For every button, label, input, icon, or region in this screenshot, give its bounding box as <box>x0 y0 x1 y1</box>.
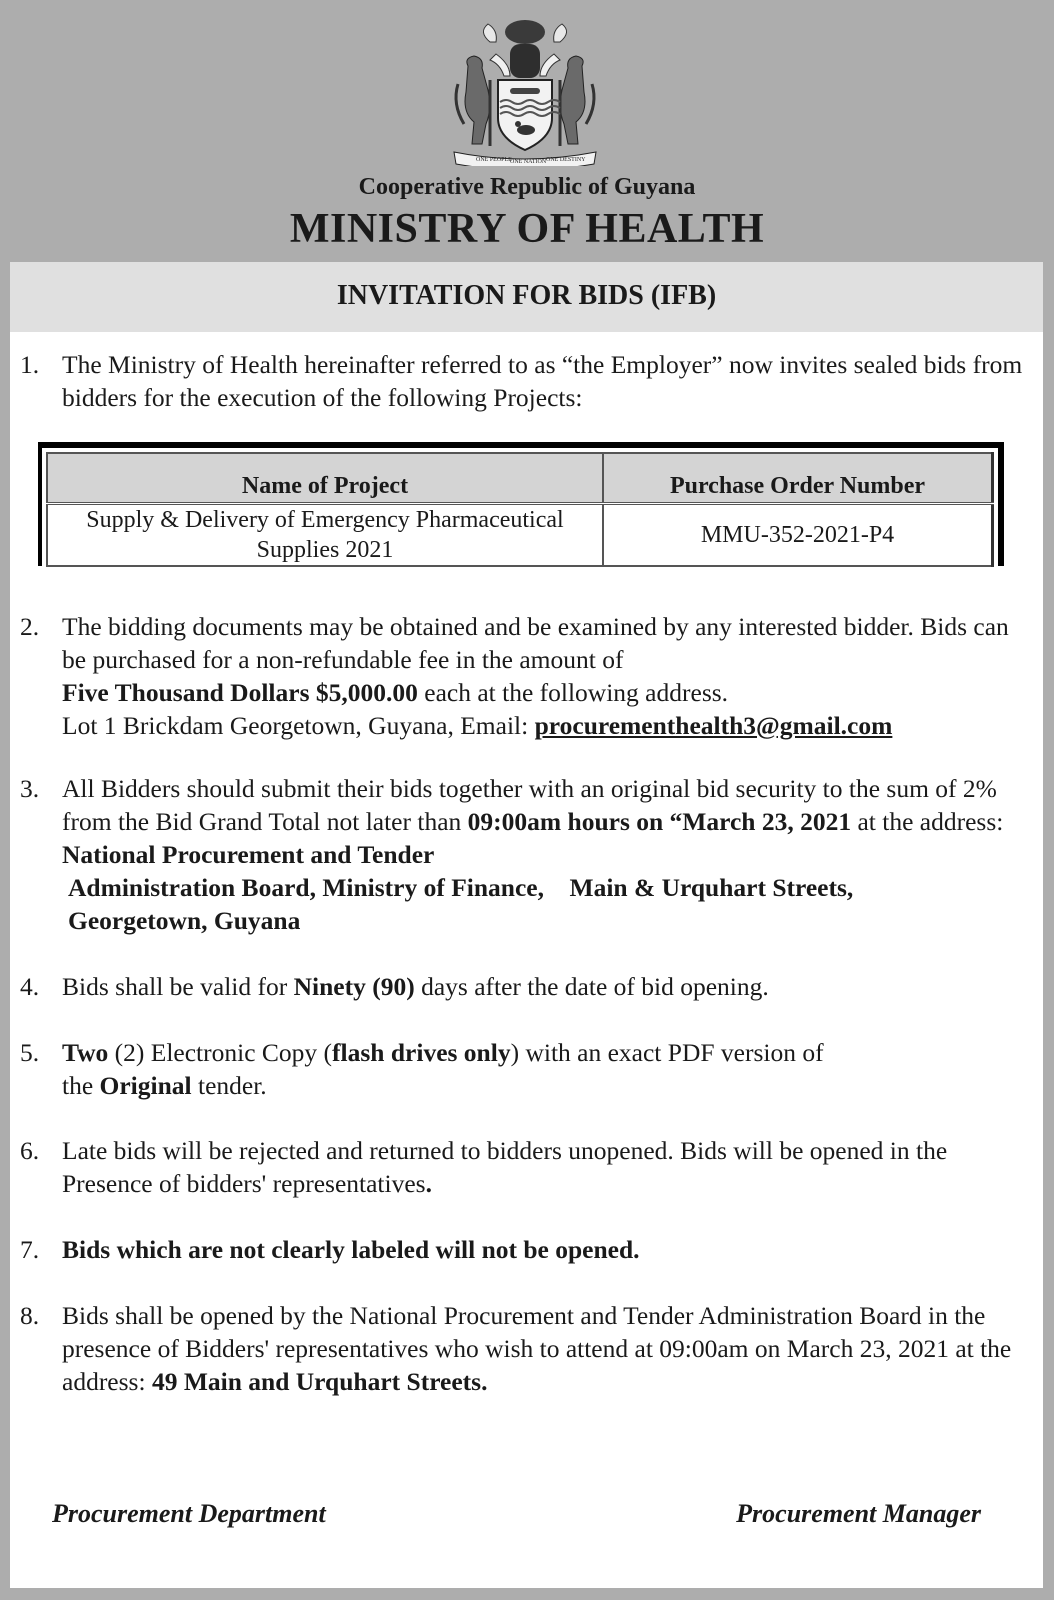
project-name-line-1: Supply & Delivery of Emergency Pharmaceutical <box>86 506 564 533</box>
text-segment: Original <box>99 1071 192 1100</box>
email-link[interactable]: procurementhealth3@gmail.com <box>534 711 893 740</box>
paragraph-number: 4. <box>20 972 40 1001</box>
text-segment: Bids shall be valid for <box>62 972 294 1001</box>
column-header-project: Name of Project <box>47 453 603 503</box>
paragraph-2 <box>20 610 1010 742</box>
paragraph-1 <box>20 348 1030 414</box>
project-table <box>46 452 994 567</box>
paragraph-5 <box>20 1036 1030 1102</box>
text-segment: tender. <box>191 1071 267 1100</box>
text-segment: at the address: <box>851 807 1004 836</box>
deadline: 09:00am hours on “March 23, 2021 <box>467 807 852 836</box>
paragraph-number: 1. <box>20 350 40 379</box>
text-segment: the <box>62 1071 100 1100</box>
paragraph-text <box>20 1134 1030 1200</box>
table-row <box>47 503 993 566</box>
paragraph-text <box>20 1036 1030 1102</box>
submission-address: National Procurement and Tender <box>62 840 435 869</box>
text-segment: each at the following address. <box>417 678 729 707</box>
paragraph-number: 6. <box>20 1136 40 1165</box>
paragraph-number: 2. <box>20 612 40 641</box>
po-number-cell: MMU-352-2021-P4 <box>603 503 993 566</box>
paragraph-number: 3. <box>20 774 40 803</box>
paragraph-number: 5. <box>20 1038 40 1067</box>
text-segment: . <box>425 1169 432 1198</box>
text-segment: Bids shall be opened by the National Procurement and Tender Administration Board in the presence of Bidders' representatives who wish to attend at 09:00am on March 23, 2021 at the address: <box>62 1301 1012 1396</box>
text-segment: flash drives only <box>332 1038 511 1067</box>
paragraph-4 <box>20 970 1030 1003</box>
paragraph-8 <box>20 1299 1030 1398</box>
text-segment: Late bids will be rejected and returned to bidders unopened. Bids will be opened in the Presence of bidders' representatives <box>62 1136 948 1198</box>
paragraph-text <box>20 610 1010 742</box>
paragraph-6 <box>20 1134 1030 1200</box>
validity-period: Ninety (90) <box>293 972 415 1001</box>
opening-address: 49 Main and Urquhart Streets. <box>151 1367 488 1396</box>
document-sheet <box>10 262 1043 1588</box>
coat-of-arms-icon <box>440 14 610 166</box>
text-segment: (2) Electronic Copy ( <box>108 1038 333 1067</box>
paragraph-text <box>20 772 1030 937</box>
project-name-cell <box>47 503 603 566</box>
submission-address: Georgetown, Guyana <box>68 906 301 935</box>
text-segment: Two <box>62 1038 109 1067</box>
ministry-name: MINISTRY OF HEALTH <box>289 206 765 252</box>
paragraph-7 <box>20 1233 1030 1266</box>
paragraph-number: 7. <box>20 1235 40 1264</box>
paragraph-number: 8. <box>20 1301 40 1330</box>
page-title: INVITATION FOR BIDS (IFB) <box>336 280 717 311</box>
text-segment: ) with an exact PDF version of <box>510 1038 824 1067</box>
paragraph-text <box>20 1299 1030 1398</box>
project-table-frame <box>38 442 1004 566</box>
paragraph-text <box>20 970 1030 1003</box>
title-band <box>10 262 1043 332</box>
submission-address: Administration Board, Ministry of Finance, Main & Urquhart Streets, <box>68 873 854 902</box>
republic-name: Cooperative Republic of Guyana <box>358 174 696 200</box>
column-header-po-number: Purchase Order Number <box>603 453 993 503</box>
signature-procurement-manager: Procurement Manager <box>736 1499 981 1528</box>
text-segment: days after the date of bid opening. <box>414 972 769 1001</box>
motto-1: ONE PEOPLE <box>476 157 512 163</box>
paragraph-text: Bids which are not clearly labeled will not be opened. <box>62 1235 640 1264</box>
paragraph-text: The Ministry of Health hereinafter referred to as “the Employer” now invites sealed bids from bidders for the execution of the following Projects: <box>62 350 1023 412</box>
fee-amount: Five Thousand Dollars $5,000.00 <box>62 678 418 707</box>
motto-2: ONE NATION <box>510 159 547 165</box>
text-segment: The bidding documents may be obtained and be examined by any interested bidder. Bids can be purchased for a non-refundable fee in the amount of <box>62 612 1009 674</box>
header-band <box>0 0 1054 262</box>
project-name-line-2: Supplies 2021 <box>256 536 394 563</box>
address-text: Lot 1 Brickdam Georgetown, Guyana, Email: <box>62 711 535 740</box>
signature-procurement-department: Procurement Department <box>52 1499 326 1528</box>
motto-3: ONE DESTINY <box>546 157 586 163</box>
paragraph-3 <box>20 772 1030 937</box>
table-header-row <box>47 453 993 503</box>
text-segment: All Bidders should submit their bids together with an original bid security to the sum of 2% from the Bid Grand Total not later than <box>62 774 997 836</box>
